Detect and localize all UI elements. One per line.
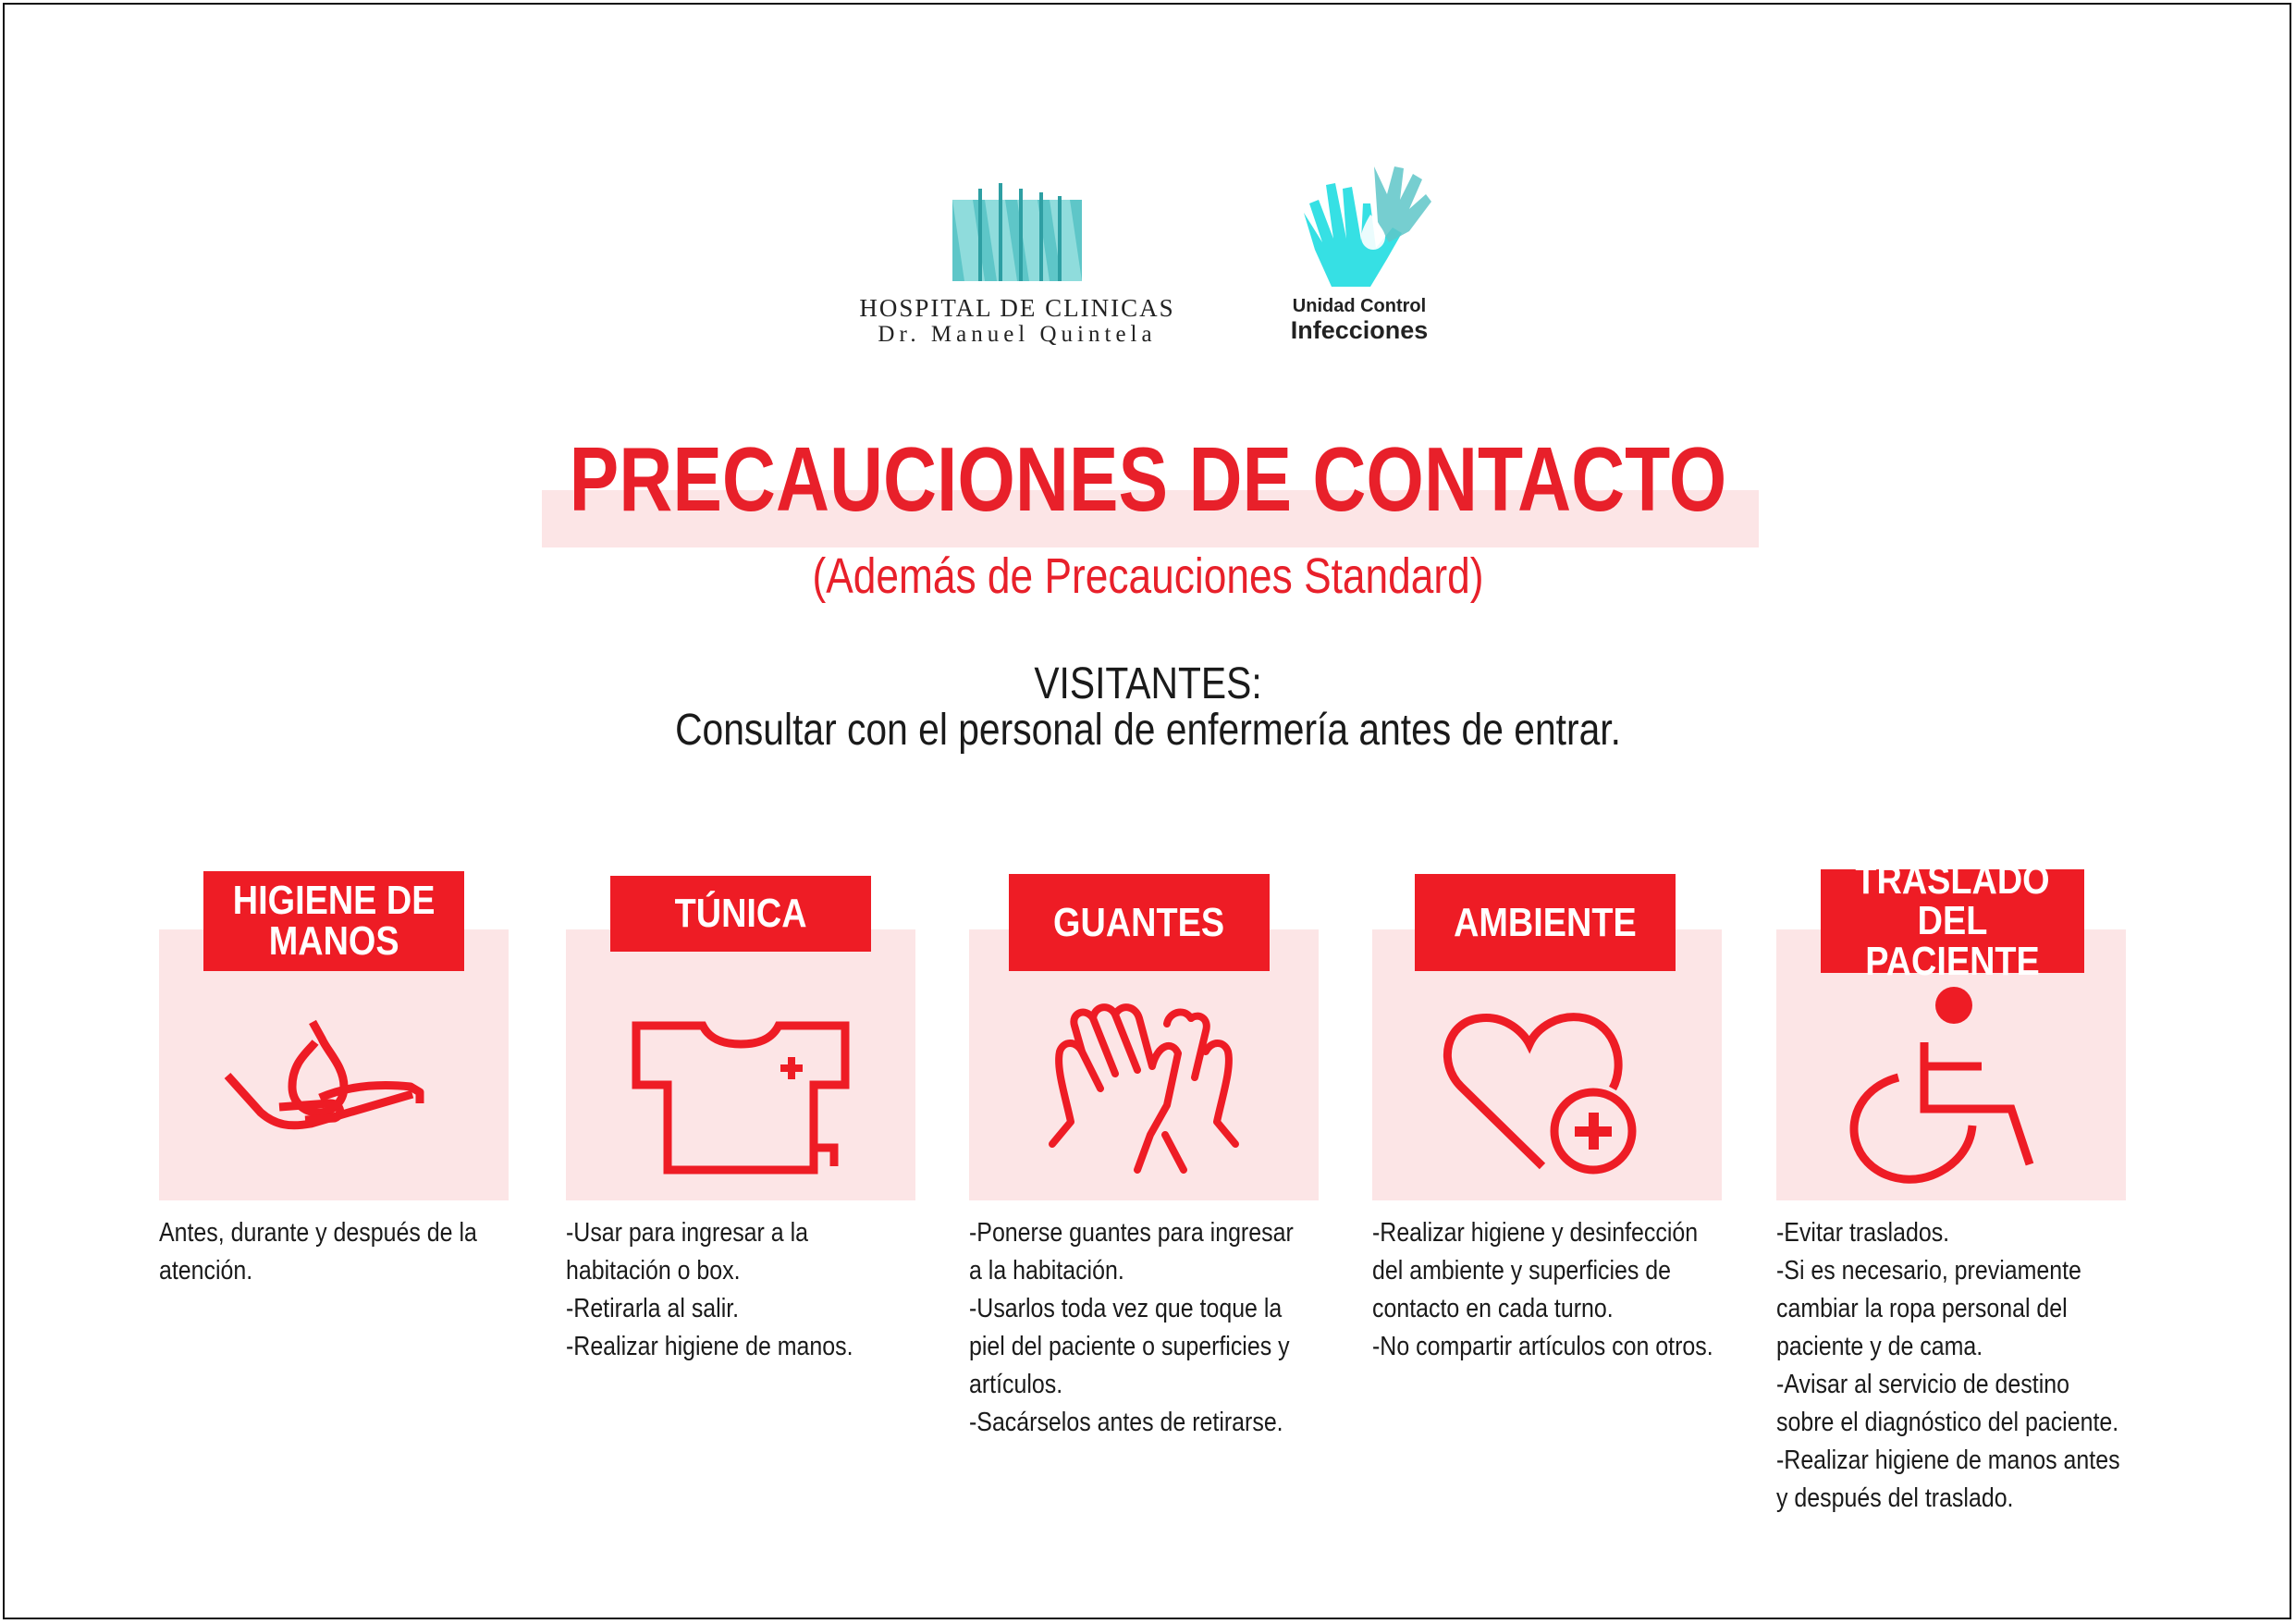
heart-cross-icon — [1431, 985, 1663, 1188]
hospital-logo — [832, 183, 1202, 350]
unidad-control-logo — [1267, 157, 1452, 351]
unidad-name: Unidad Control — [1292, 296, 1427, 316]
hospital-subname: Dr. Manuel Quintela — [878, 322, 1157, 347]
page-title: PRECAUCIONES DE CONTACTO — [569, 428, 1727, 530]
visitantes-label: VISITANTES: — [1034, 659, 1262, 708]
unidad-subname: Infecciones — [1290, 316, 1429, 344]
card-label: AMBIENTE — [1415, 874, 1676, 971]
visitantes-text: Consultar con el personal de enfermería antes de entrar. — [675, 706, 1621, 755]
card-label: TÚNICA — [610, 876, 871, 952]
card-label: GUANTES — [1009, 874, 1270, 971]
card-label: TRASLADO DEL PACIENTE — [1821, 869, 2084, 973]
gown-icon — [625, 985, 856, 1188]
card-text: -Usar para ingresar a la habitación o box. -Retirarla al salir. -Realizar higiene de manos. — [566, 1218, 853, 1361]
gloves-icon — [1028, 985, 1259, 1188]
hands-drop-icon — [1285, 157, 1433, 296]
card-text: -Evitar traslados. -Si es necesario, previamente cambiar la ropa personal del paciente y de cama. -Avisar al servicio de destino sobre el diagnóstico del paciente. -Realizar higiene de manos antes y después del traslado. — [1776, 1218, 2120, 1513]
hospital-building-icon — [952, 183, 1082, 285]
hand-water-drop-icon — [218, 985, 449, 1188]
page-subtitle: (Además de Precauciones Standard) — [812, 548, 1484, 604]
hospital-name: HOSPITAL DE CLINICAS — [859, 294, 1175, 322]
card-label: HIGIENE DE MANOS — [203, 871, 464, 971]
wheelchair-icon — [1836, 985, 2067, 1188]
card-text: -Ponerse guantes para ingresar a la habitación. -Usarlos toda vez que toque la piel del paciente o superficies y artículos. -Sacárselos antes de retirarse. — [969, 1218, 1294, 1437]
card-text: Antes, durante y después de la atención. — [159, 1218, 477, 1286]
card-text: -Realizar higiene y desinfección del ambiente y superficies de contacto en cada turno. -No compartir artículos con otros. — [1372, 1218, 1713, 1361]
